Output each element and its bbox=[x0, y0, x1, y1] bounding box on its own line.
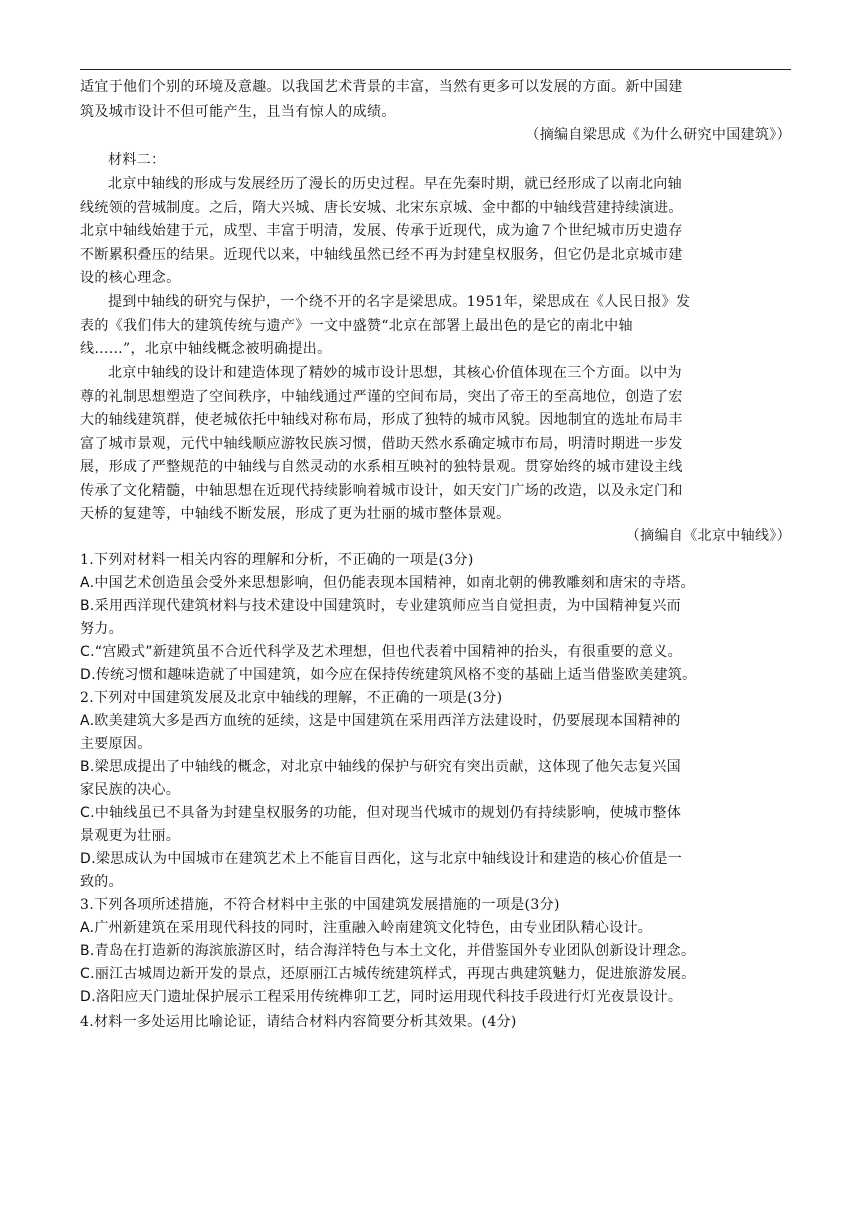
material2-p2-line: 提到中轴线的研究与保护，一个绕不开的名字是梁思成。1951年，梁思成在《人民日报》发 bbox=[108, 294, 691, 310]
q1-option-c: C.“宫殿式”新建筑虽不合近代科学及艺术理想，但也代表着中国精神的抬头，有很重要的意义。 bbox=[80, 644, 682, 660]
material2-heading: 材料二： bbox=[108, 152, 166, 168]
q2-option-b: B.梁思成提出了中轴线的概念，对北京中轴线的保护与研究有突出贡献，这体现了他矢志复兴国 bbox=[80, 759, 681, 775]
q2-option-d: D.梁思成认为中国城市在建筑艺术上不能盲目西化，这与北京中轴线设计和建造的核心价值是一 bbox=[80, 851, 683, 867]
q4-stem: 4.材料一多处运用比喻论证，请结合材料内容简要分析其效果。(4分) bbox=[80, 1014, 517, 1030]
material1-line: 筑及城市设计不但可能产生，且当有惊人的成绩。 bbox=[80, 104, 396, 120]
material2-p3-line: 传承了文化精髓，中轴思想在近现代持续影响着城市设计，如天安门广场的改造，以及永定门和 bbox=[80, 483, 683, 499]
q3-option-b: B.青岛在打造新的海滨旅游区时，结合海洋特色与本土文化，并借鉴国外专业团队创新设计理念。 bbox=[80, 943, 696, 959]
q1-option-d: D.传统习惯和趣味造就了中国建筑，如今应在保持传统建筑风格不变的基础上适当借鉴欧美建筑。 bbox=[80, 667, 697, 683]
q3-option-d: D.洛阳应天门遗址保护展示工程采用传统榫卯工艺，同时运用现代科技手段进行灯光夜景设计。 bbox=[80, 989, 683, 1005]
q2-stem: 2.下列对中国建筑发展及北京中轴线的理解，不正确的一项是(3分) bbox=[80, 690, 503, 706]
material2-p1-line: 北京中轴线始建于元，成型、丰富于明清，发展、传承于近现代，成为逾７个世纪城市历史遗存 bbox=[80, 223, 683, 239]
q1-option-a: A.中国艺术创造虽会受外来思想影响，但仍能表现本国精神，如南北朝的佛教雕刻和唐宋的寺塔。 bbox=[80, 575, 695, 591]
material2-p2-line: 线……”，北京中轴线概念被明确提出。 bbox=[80, 341, 332, 357]
q3-option-a: A.广州新建筑在采用现代科技的同时，注重融入岭南建筑文化特色，由专业团队精心设计。 bbox=[80, 920, 653, 936]
material1-line: 适宜于他们个别的环境及意趣。以我国艺术背景的丰富，当然有更多可以发展的方面。新中国建 bbox=[80, 79, 683, 95]
q1-option-b-cont: 努力。 bbox=[80, 621, 123, 637]
material2-source: （摘编自《北京中轴线》） bbox=[625, 528, 791, 544]
material2-p3-line: 天桥的复建等，中轴线不断发展，形成了更为壮丽的城市整体景观。 bbox=[80, 506, 511, 522]
q2-option-c-cont: 景观更为壮丽。 bbox=[80, 828, 181, 844]
q2-option-b-cont: 家民族的决心。 bbox=[80, 782, 181, 798]
material2-p3-line: 大的轴线建筑群，使老城依托中轴线对称布局，形成了独特的城市风貌。因地制宜的选址布局丰 bbox=[80, 412, 683, 428]
material2-p2-line: 表的《我们伟大的建筑传统与遗产》一文中盛赞“北京在部署上最出色的是它的南北中轴 bbox=[80, 318, 633, 334]
q1-stem: 1.下列对材料一相关内容的理解和分析，不正确的一项是(3分) bbox=[80, 552, 474, 568]
material2-p3-line: 北京中轴线的设计和建造体现了精妙的城市设计思想，其核心价值体现在三个方面。以中为 bbox=[108, 365, 682, 381]
material2-p1-line: 北京中轴线的形成与发展经历了漫长的历史过程。早在先秦时期，就已经形成了以南北向轴 bbox=[108, 176, 682, 192]
top-rule bbox=[80, 69, 791, 70]
material2-p3-line: 尊的礼制思想塑造了空间秩序，中轴线通过严谨的空间布局，突出了帝王的至高地位，创造了宏 bbox=[80, 389, 683, 405]
material2-p3-line: 展，形成了严整规范的中轴线与自然灵动的水系相互映衬的独特景观。贯穿始终的城市建设主线 bbox=[80, 459, 683, 475]
q2-option-c: C.中轴线虽已不具备为封建皇权服务的功能，但对现当代城市的规划仍有持续影响，使城市整体 bbox=[80, 805, 682, 821]
q3-stem: 3.下列各项所述措施，不符合材料中主张的中国建筑发展措施的一项是(3分) bbox=[80, 897, 560, 913]
material2-p1-line: 设的核心理念。 bbox=[80, 270, 181, 286]
q2-option-a: A.欧美建筑大多是西方血统的延续，这是中国建筑在采用西洋方法建设时，仍要展现本国精神的 bbox=[80, 713, 681, 729]
material2-p1-line: 不断累积叠压的结果。近现代以来，中轴线虽然已经不再为封建皇权服务，但它仍是北京城市建 bbox=[80, 247, 683, 263]
q1-option-b: B.采用西洋现代建筑材料与技术建设中国建筑时，专业建筑师应当自觉担责，为中国精神复兴而 bbox=[80, 598, 681, 614]
q2-option-d-cont: 致的。 bbox=[80, 874, 123, 890]
material1-source: （摘编自梁思成《为什么研究中国建筑》） bbox=[525, 127, 791, 143]
q2-option-a-cont: 主要原因。 bbox=[80, 736, 152, 752]
material2-p1-line: 线统领的营城制度。之后，隋大兴城、唐长安城、北宋东京城、金中都的中轴线营建持续演进。 bbox=[80, 200, 683, 216]
material2-p3-line: 富了城市景观，元代中轴线顺应游牧民族习惯，借助天然水系确定城市布局，明清时期进一步发 bbox=[80, 436, 683, 452]
q3-option-c: C.丽江古城周边新开发的景点，还原丽江古城传统建筑样式，再现古典建筑魅力，促进旅游发展。 bbox=[80, 966, 696, 982]
